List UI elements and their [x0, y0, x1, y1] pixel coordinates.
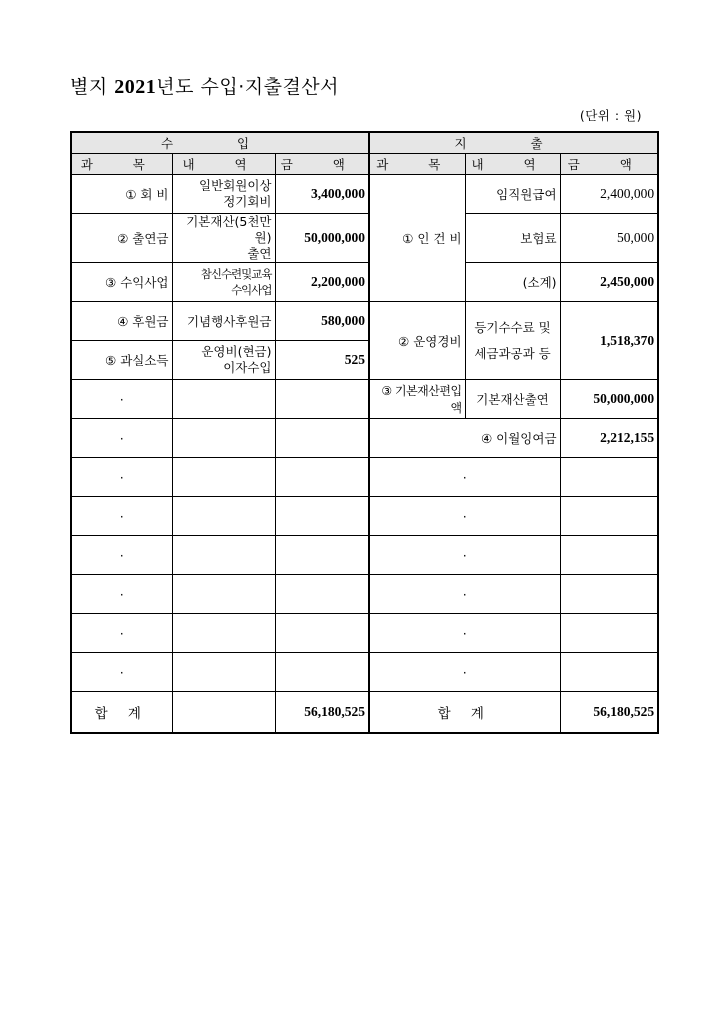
expense-amount: 1,518,370 — [560, 302, 658, 380]
table-row — [71, 458, 658, 497]
income-subject: ⑤ 과실소득 — [71, 341, 172, 380]
income-header: 수 입 — [71, 132, 369, 154]
title-year: 2021 — [114, 76, 157, 98]
income-subject: · — [71, 536, 172, 575]
income-detail: 일반회원이상 정기회비 — [172, 175, 275, 214]
income-amount — [275, 575, 369, 614]
expense-amount: 2,450,000 — [560, 263, 658, 302]
expense-amount: 2,212,155 — [560, 419, 658, 458]
table-row — [71, 263, 658, 302]
expense-subject: · — [369, 614, 560, 653]
income-detail: 참신수련및교육 수익사업 — [172, 263, 275, 302]
income-amount — [275, 653, 369, 692]
expense-amount — [560, 575, 658, 614]
income-subject: · — [71, 653, 172, 692]
expense-subject: · — [369, 575, 560, 614]
income-total-detail — [172, 692, 275, 734]
col-header-income-detail: 내 역 — [172, 154, 275, 175]
col-header-income-amount: 금 액 — [275, 154, 369, 175]
table-row — [71, 214, 658, 263]
total-row — [71, 692, 658, 734]
expense-amount: 2,400,000 — [560, 175, 658, 214]
income-detail — [172, 458, 275, 497]
expense-subject: ③ 기본재산편입액 — [369, 380, 465, 419]
income-subject: ① 회 비 — [71, 175, 172, 214]
table-row — [71, 614, 658, 653]
expense-amount — [560, 614, 658, 653]
expense-total-label: 합 계 — [369, 692, 560, 734]
expense-detail: (소계) — [465, 263, 560, 302]
expense-amount: 50,000,000 — [560, 380, 658, 419]
income-detail: 기념행사후원금 — [172, 302, 275, 341]
title-prefix: 별지 — [70, 76, 115, 98]
col-header-expense-detail: 내 역 — [465, 154, 560, 175]
expense-amount: 50,000 — [560, 214, 658, 263]
income-detail — [172, 380, 275, 419]
table-row — [71, 653, 658, 692]
income-amount: 525 — [275, 341, 369, 380]
income-detail — [172, 497, 275, 536]
expense-subject: ④ 이월잉여금 — [369, 419, 560, 458]
income-amount — [275, 497, 369, 536]
income-detail: 운영비(현금) 이자수입 — [172, 341, 275, 380]
income-subject: ④ 후원금 — [71, 302, 172, 341]
income-amount: 3,400,000 — [275, 175, 369, 214]
income-amount — [275, 380, 369, 419]
income-subject: · — [71, 614, 172, 653]
col-header-expense-amount: 금 액 — [560, 154, 658, 175]
expense-subject: ② 운영경비 — [369, 302, 465, 380]
income-amount — [275, 536, 369, 575]
expense-detail: 등기수수료 및 세금과공과 등 — [465, 302, 560, 380]
expense-subject: ① 인 건 비 — [369, 175, 465, 302]
expense-total-amount: 56,180,525 — [560, 692, 658, 734]
unit-label: (단위 : 원) — [579, 108, 642, 123]
income-detail — [172, 419, 275, 458]
income-amount — [275, 419, 369, 458]
expense-amount — [560, 458, 658, 497]
income-detail — [172, 614, 275, 653]
income-detail — [172, 536, 275, 575]
income-amount: 580,000 — [275, 302, 369, 341]
expense-subject: · — [369, 497, 560, 536]
income-subject: · — [71, 575, 172, 614]
settlement-table — [70, 131, 659, 734]
income-amount: 2,200,000 — [275, 263, 369, 302]
expense-subject: · — [369, 536, 560, 575]
table-row — [71, 419, 658, 458]
table-row — [71, 575, 658, 614]
income-detail — [172, 575, 275, 614]
table-row — [71, 497, 658, 536]
expense-subject: · — [369, 653, 560, 692]
income-subject: ③ 수익사업 — [71, 263, 172, 302]
expense-detail: 임직원급여 — [465, 175, 560, 214]
col-header-expense-subject: 과 목 — [369, 154, 465, 175]
expense-detail: 기본재산출연 — [465, 380, 560, 419]
table-row — [71, 536, 658, 575]
table-row — [71, 380, 658, 419]
income-amount — [275, 614, 369, 653]
income-total-label: 합 계 — [71, 692, 172, 734]
income-detail: 기본재산(5천만원) 출연 — [172, 214, 275, 263]
income-total-amount: 56,180,525 — [275, 692, 369, 734]
income-detail — [172, 653, 275, 692]
income-amount: 50,000,000 — [275, 214, 369, 263]
table-row — [71, 302, 658, 341]
expense-amount — [560, 653, 658, 692]
income-amount — [275, 458, 369, 497]
title-suffix: 년도 수입·지출결산서 — [156, 76, 340, 98]
expense-amount — [560, 497, 658, 536]
expense-header: 지 출 — [369, 132, 658, 154]
table-row — [71, 175, 658, 214]
expense-subject: · — [369, 458, 560, 497]
expense-amount — [560, 536, 658, 575]
income-subject: ② 출연금 — [71, 214, 172, 263]
col-header-income-subject: 과 목 — [71, 154, 172, 175]
income-subject: · — [71, 458, 172, 497]
income-subject: · — [71, 380, 172, 419]
expense-detail: 보험료 — [465, 214, 560, 263]
income-subject: · — [71, 497, 172, 536]
document-title — [70, 72, 339, 99]
income-subject: · — [71, 419, 172, 458]
